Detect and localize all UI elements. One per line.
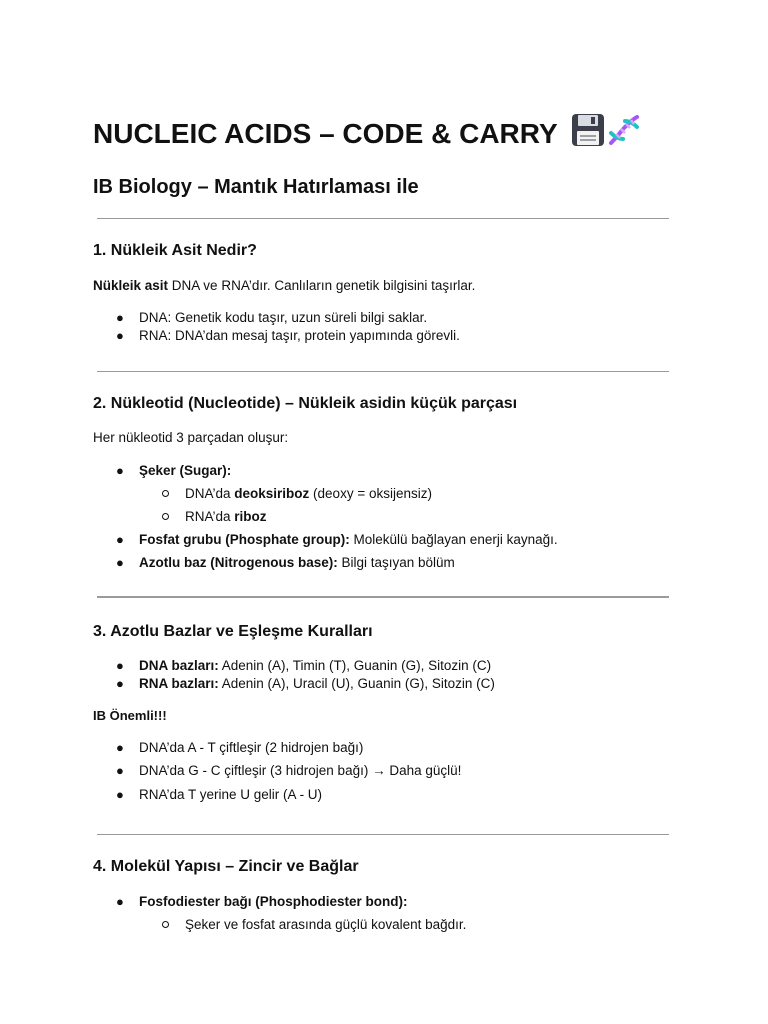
list-item-dna-bases (139, 656, 491, 676)
section-2-heading: 2. Nükleotid (Nucleotide) – Nükleik asidin küçük parçası (93, 395, 518, 412)
important-label: IB Önemli!!! (93, 708, 167, 723)
section-1-intro (93, 276, 475, 296)
sub-list-item (185, 484, 432, 504)
section-2-intro: Her nükleotid 3 parçadan oluşur: (93, 430, 289, 445)
bullet-icon: ● (116, 740, 124, 755)
bullet-icon: ● (116, 894, 124, 909)
title-text: NUCLEIC ACIDS – CODE & CARRY (93, 117, 558, 149)
bold-term: DNA bazları: (139, 658, 219, 673)
text: (deoxy = oksijensiz) (309, 486, 432, 501)
bullet-icon: ● (116, 463, 124, 478)
divider (97, 218, 669, 219)
text: Adenin (A), Timin (T), Guanin (G), Sitozin (C) (218, 658, 492, 673)
divider (97, 596, 669, 598)
bold-term: riboz (234, 509, 267, 524)
list-item-bond (139, 892, 408, 912)
text: Adenin (A), Uracil (U), Guanin (G), Sitozin (C) (218, 676, 495, 691)
list-item-phosphate (139, 530, 558, 550)
document-subtitle: IB Biology – Mantık Hatırlaması ile (93, 176, 419, 198)
floppy-disk-icon (571, 113, 605, 158)
circle-bullet-icon (162, 490, 169, 497)
circle-bullet-icon (162, 513, 169, 520)
circle-bullet-icon (162, 921, 169, 928)
bold-term: deoksiriboz (234, 486, 310, 501)
text: RNA’da (185, 509, 235, 524)
bullet-icon: ● (116, 328, 124, 343)
list-item-rule: RNA’da T yerine U gelir (A - U) (139, 787, 323, 802)
divider (97, 834, 669, 835)
list-item: RNA: DNA’dan mesaj taşır, protein yapımında görevli. (139, 328, 460, 343)
list-item-sugar (139, 461, 231, 481)
bold-term: Fosfat grubu (Phosphate group): (139, 532, 350, 547)
sugar-label: Şeker (Sugar): (139, 463, 232, 478)
list-item-base (139, 553, 455, 573)
text: Bilgi taşıyan bölüm (337, 555, 455, 570)
list-item-rule: DNA’da A - T çiftleşir (2 hidrojen bağı) (139, 740, 364, 755)
bold-term: Fosfodiester bağı (Phosphodiester bond): (139, 894, 408, 909)
bullet-icon: ● (116, 787, 124, 802)
section-3-heading: 3. Azotlu Bazlar ve Eşleşme Kuralları (93, 623, 373, 640)
divider (97, 371, 669, 372)
bullet-icon: ● (116, 763, 124, 778)
intro-rest: DNA ve RNA’dır. Canlıların genetik bilgisini taşırlar. (168, 278, 476, 293)
intro-bold: Nükleik asit (93, 278, 169, 293)
bullet-icon: ● (116, 658, 124, 673)
bullet-icon: ● (116, 676, 124, 691)
text: DNA’da (185, 486, 235, 501)
sub-list-item (185, 507, 267, 527)
text: Molekülü bağlayan enerji kaynağı. (349, 532, 558, 547)
bullet-icon: ● (116, 555, 124, 570)
bold-term: Azotlu baz (Nitrogenous base): (139, 555, 338, 570)
bullet-icon: ● (116, 532, 124, 547)
bold-term: RNA bazları: (139, 676, 219, 691)
list-item: DNA: Genetik kodu taşır, uzun süreli bilgi saklar. (139, 310, 428, 325)
section-4-heading: 4. Molekül Yapısı – Zincir ve Bağlar (93, 858, 359, 875)
bullet-icon: ● (116, 310, 124, 325)
list-item-rule: DNA’da G - C çiftleşir (3 hidrojen bağı) → Daha güçlü! (139, 763, 462, 778)
sub-list-item: Şeker ve fosfat arasında güçlü kovalent bağdır. (185, 917, 467, 932)
document-title (93, 113, 641, 158)
section-1-heading: 1. Nükleik Asit Nedir? (93, 242, 257, 259)
dna-icon (607, 113, 641, 158)
list-item-rna-bases (139, 674, 495, 694)
